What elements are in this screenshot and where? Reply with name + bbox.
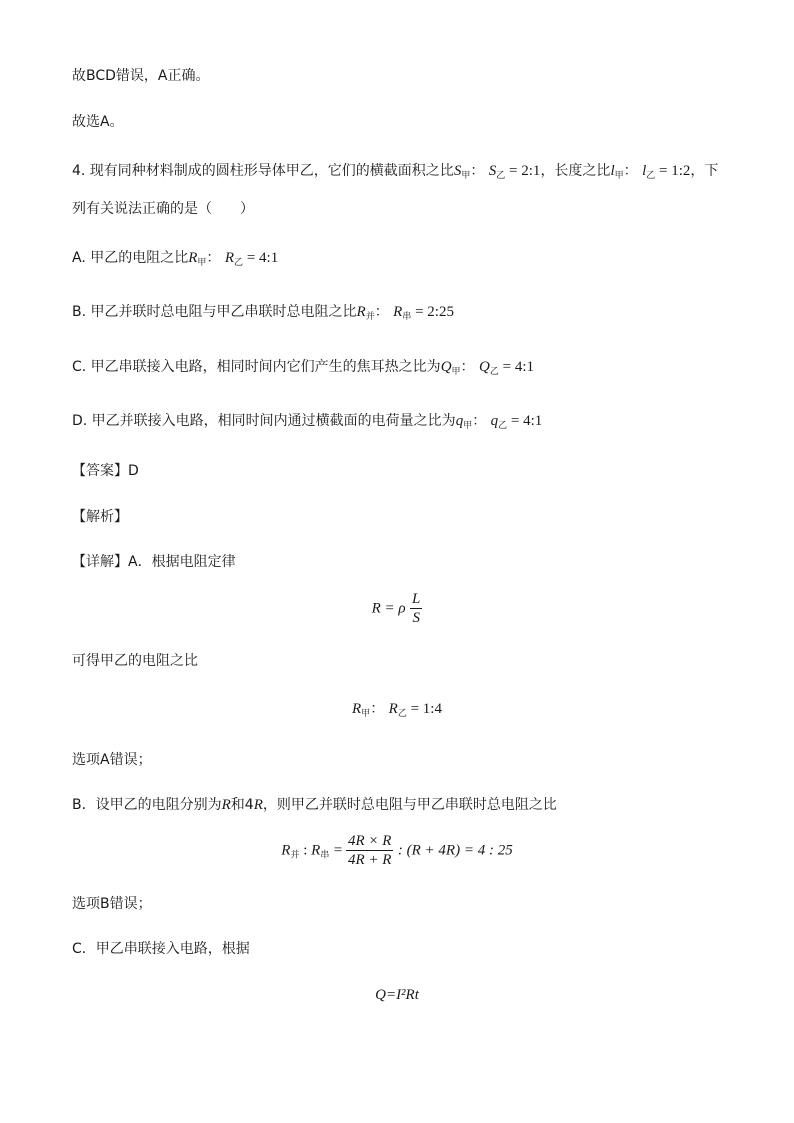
formula-resistance-law: R = ρ $\frac{L}{S}$ <box>371 591 421 626</box>
derive-text: 可得甲乙的电阻之比 <box>72 653 198 669</box>
formula-joule-heat: Q=I²Rt <box>375 987 419 1003</box>
analysis-label: 【解析】 <box>72 509 128 525</box>
detail-intro: 【详解】A．根据电阻定律 <box>72 554 236 570</box>
option-a: A. 甲乙的电阻之比$R_甲$： $R_乙$ = 4:1 <box>72 250 279 268</box>
fraction-parallel: $\frac{4R \times R}{4R + R}$ <box>348 833 392 868</box>
option-b: B. 甲乙并联时总电阻与甲乙串联时总电阻之比$R_并$： $R_串$ = 2:25 <box>72 304 454 322</box>
text-line-choice: 故选A。 <box>72 114 124 130</box>
option-d: D. 甲乙并联接入电路，相同时间内通过横截面的电荷量之比为$q_甲$： $q_乙$ = 4:1 <box>72 413 543 431</box>
answer-value: D <box>128 463 139 479</box>
formula-parallel-series-ratio: $R_并$ : $R_串$ = $\frac{4R \times R}{4R + R}$ : (R + 4R) = 4 : 25 <box>281 833 513 868</box>
option-b-wrong: 选项B错误； <box>72 896 152 912</box>
part-b-setup: B．设甲乙的电阻分别为R和4R，则甲乙并联时总电阻与甲乙串联时总电阻之比 <box>72 797 557 813</box>
part-c-setup: C．甲乙串联接入电路，根据 <box>72 941 250 957</box>
answer-label: 【答案】 <box>72 463 128 479</box>
option-c: C. 甲乙串联接入电路，相同时间内它们产生的焦耳热之比为$Q_甲$： $Q_乙$ = 4:1 <box>72 359 534 377</box>
text-line-conclusion: 故BCD错误，A正确。 <box>72 68 210 84</box>
formula-resistance-ratio: $R_甲$： $R_乙$ = 1:4 <box>352 701 442 719</box>
option-a-wrong: 选项A错误； <box>72 752 152 768</box>
question-4-stem-line2: 列有关说法正确的是（ ） <box>72 201 254 217</box>
answer-line <box>72 461 734 481</box>
fraction-l-over-s: $\frac{L}{S}$ <box>412 591 421 626</box>
question-4-stem: 4. 现有同种材料制成的圆柱形导体甲乙，它们的横截面积之比$S_甲$： $S_乙$ = 2:1，长度之比$l_甲$： $l_乙$ = 1:2，下 <box>72 163 719 181</box>
